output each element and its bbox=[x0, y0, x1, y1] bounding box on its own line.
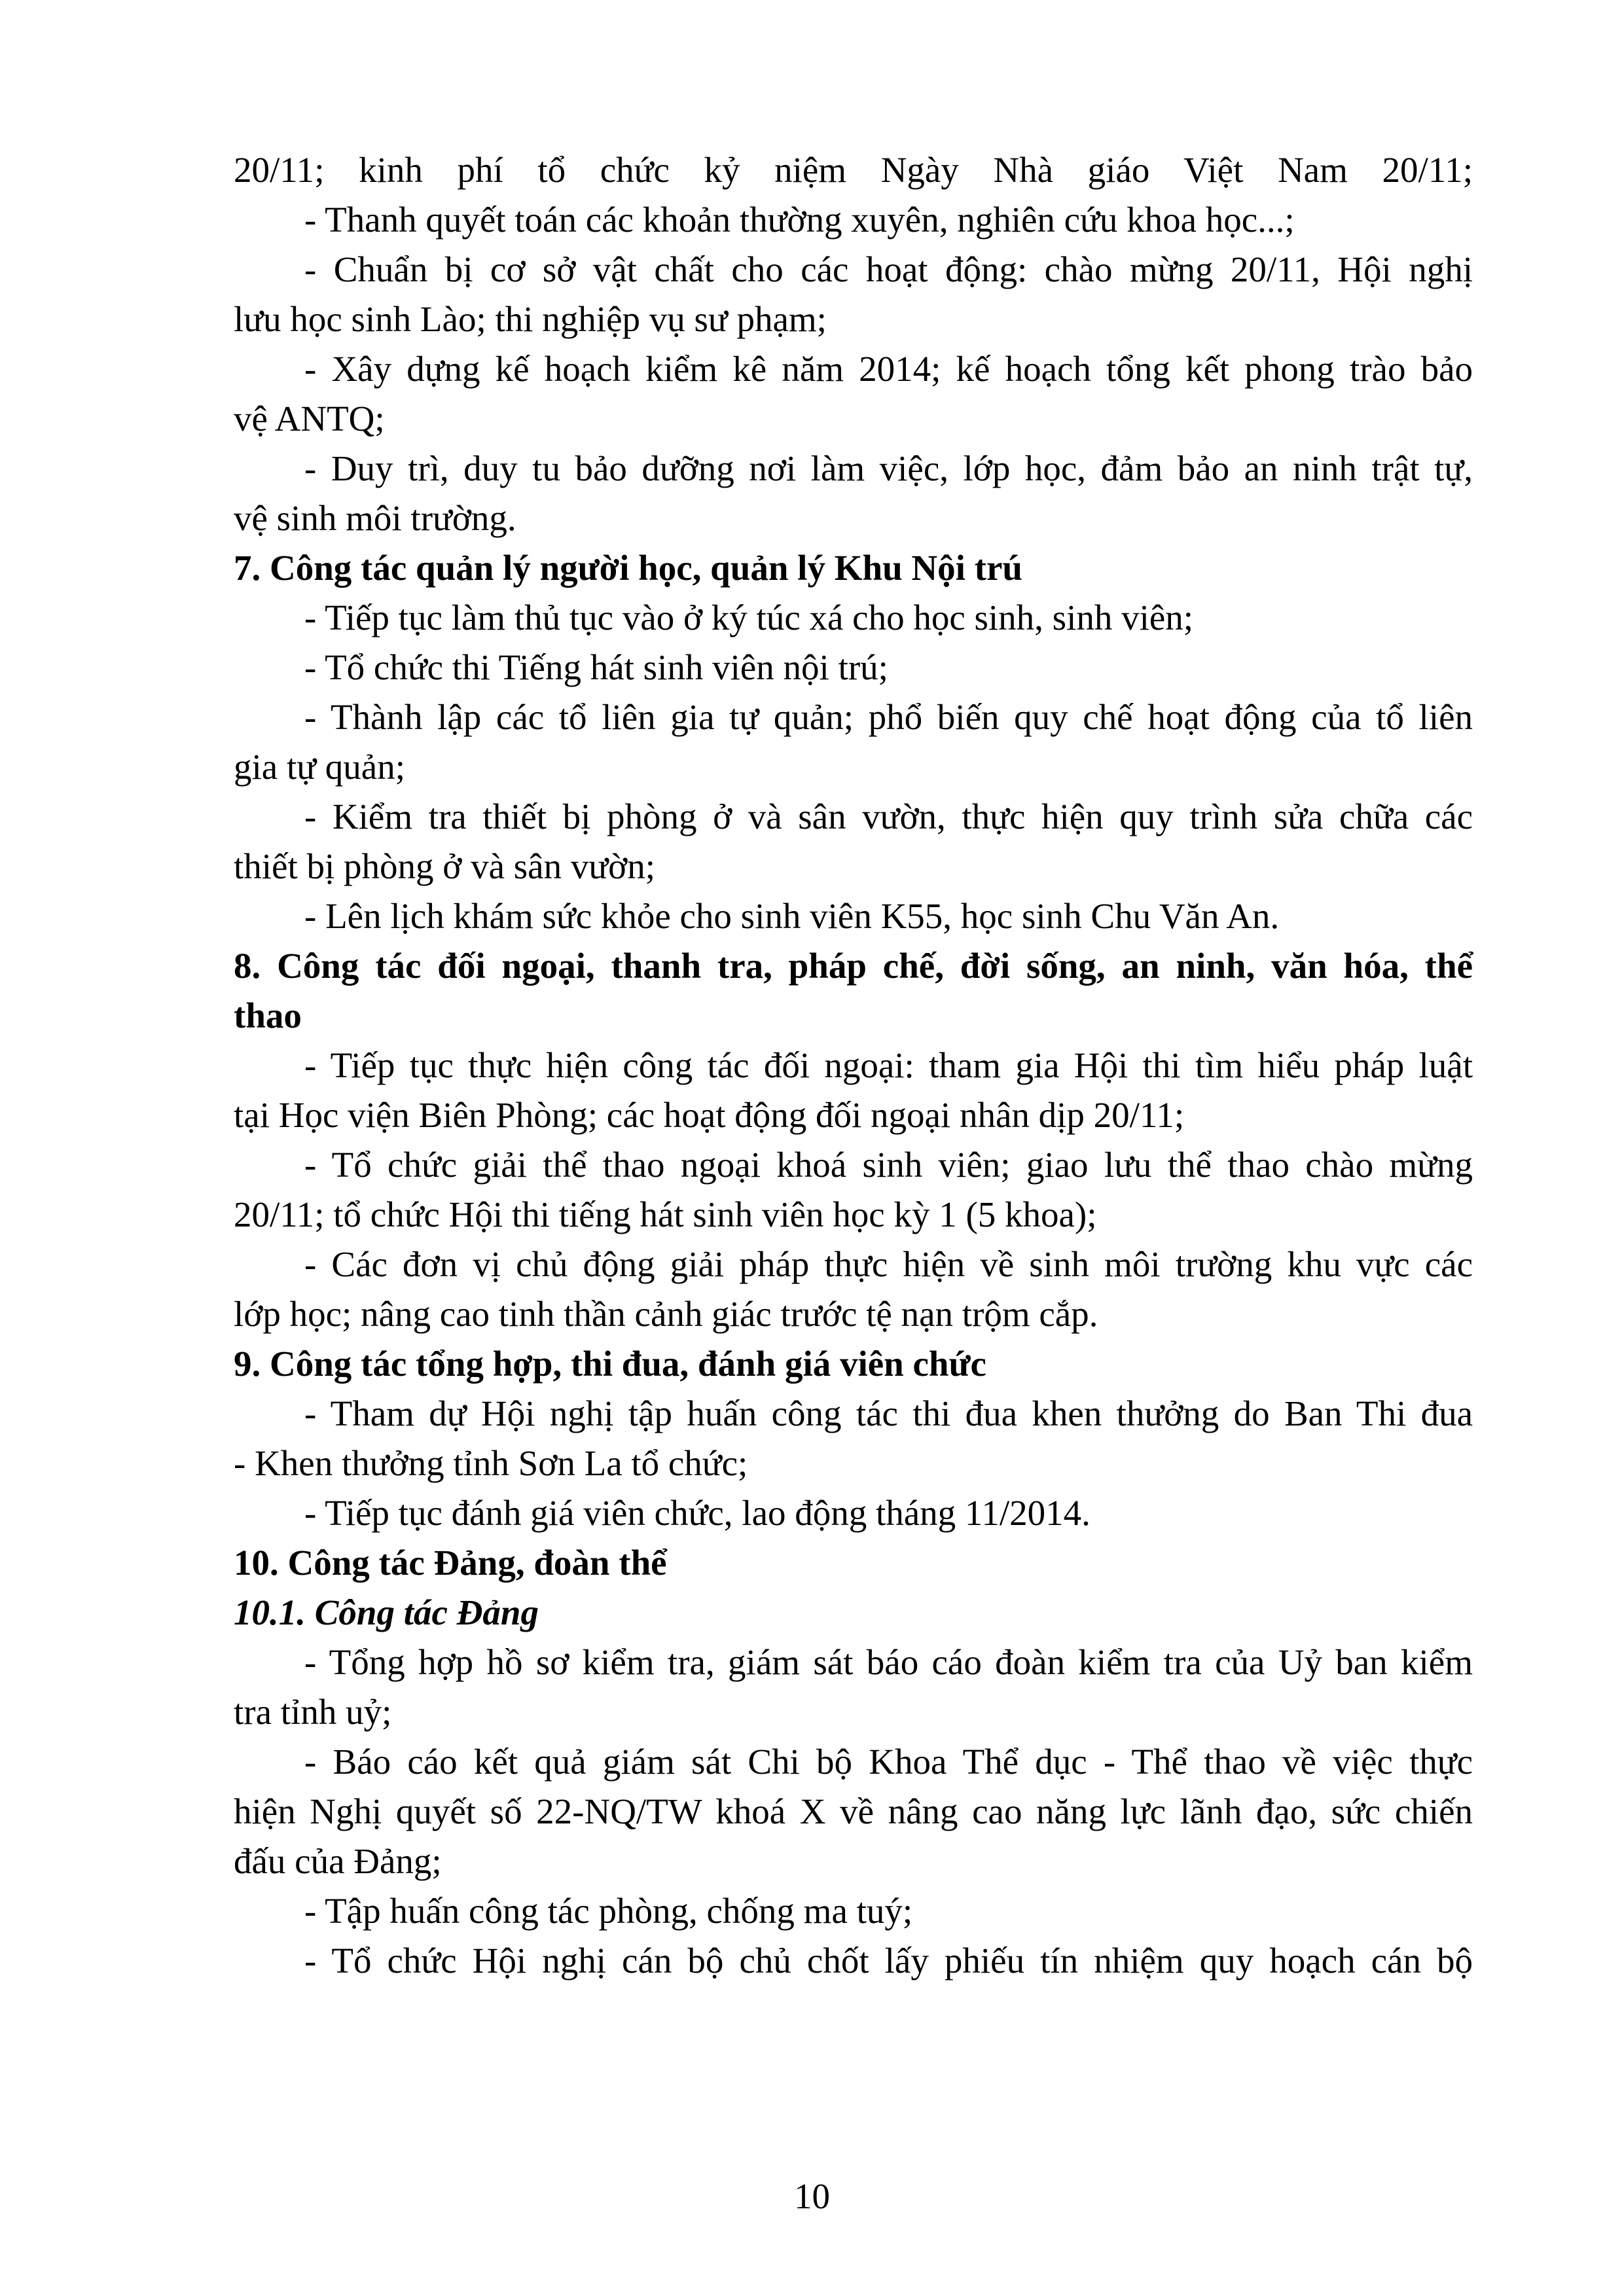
text-line: - Tổ chức thi Tiếng hát sinh viên nội trú; bbox=[304, 647, 888, 687]
text-line: lưu học sinh Lào; thi nghiệp vụ sư phạm; bbox=[234, 299, 827, 339]
text-line: - Khen thưởng tỉnh Sơn La tổ chức; bbox=[234, 1443, 748, 1483]
section-heading: 9. Công tác tổng hợp, thi đua, đánh giá viên chức bbox=[234, 1344, 986, 1384]
text-line: vệ ANTQ; bbox=[234, 399, 385, 439]
text-line: 20/11; tổ chức Hội thi tiếng hát sinh viên học kỳ 1 (5 khoa); bbox=[234, 1194, 1097, 1234]
text-line: - Tiếp tục thực hiện công tác đối ngoại: tham gia Hội thi tìm hiểu pháp luật bbox=[304, 1045, 1473, 1085]
section-heading: 8. Công tác đối ngoại, thanh tra, pháp chế, đời sống, an ninh, văn hóa, thể bbox=[234, 946, 1473, 986]
text-line: - Báo cáo kết quả giám sát Chi bộ Khoa Thể dục - Thể thao về việc thực bbox=[304, 1742, 1473, 1782]
text-line: - Lên lịch khám sức khỏe cho sinh viên K55, học sinh Chu Văn An. bbox=[304, 896, 1280, 936]
text-line: gia tự quản; bbox=[234, 747, 405, 787]
text-line: - Tiếp tục làm thủ tục vào ở ký túc xá cho học sinh, sinh viên; bbox=[304, 598, 1194, 637]
text-line: - Xây dựng kế hoạch kiểm kê năm 2014; kế hoạch tổng kết phong trào bảo bbox=[304, 349, 1473, 389]
text-line: - Tổ chức giải thể thao ngoại khoá sinh viên; giao lưu thể thao chào mừng bbox=[304, 1145, 1473, 1185]
text-line: tại Học viện Biên Phòng; các hoạt động đối ngoại nhân dịp 20/11; bbox=[234, 1095, 1185, 1135]
text-line: - Tổ chức Hội nghị cán bộ chủ chốt lấy phiếu tín nhiệm quy hoạch cán bộ bbox=[304, 1941, 1473, 1981]
subsection-heading: 10.1. Công tác Đảng bbox=[234, 1592, 539, 1632]
text-line: - Tập huấn công tác phòng, chống ma tuý; bbox=[304, 1891, 913, 1931]
text-line: - Thành lập các tổ liên gia tự quản; phổ biến quy chế hoạt động của tổ liên bbox=[304, 697, 1473, 737]
text-line: - Thanh quyết toán các khoản thường xuyên, nghiên cứu khoa học...; bbox=[304, 200, 1295, 240]
section-heading: thao bbox=[234, 996, 302, 1035]
text-line: - Chuẩn bị cơ sở vật chất cho các hoạt động: chào mừng 20/11, Hội nghị bbox=[304, 249, 1473, 289]
text-line: - Tiếp tục đánh giá viên chức, lao động tháng 11/2014. bbox=[304, 1493, 1091, 1533]
text-line: thiết bị phòng ở và sân vườn; bbox=[234, 846, 656, 886]
text-line: 20/11; kinh phí tổ chức kỷ niệm Ngày Nhà giáo Việt Nam 20/11; bbox=[234, 150, 1473, 190]
text-line: lớp học; nâng cao tinh thần cảnh giác trước tệ nạn trộm cắp. bbox=[234, 1294, 1098, 1334]
section-heading: 7. Công tác quản lý người học, quản lý Khu Nội trú bbox=[234, 548, 1022, 588]
text-line: - Tổng hợp hồ sơ kiểm tra, giám sát báo cáo đoàn kiểm tra của Uỷ ban kiểm bbox=[304, 1642, 1473, 1682]
document-page bbox=[234, 145, 1473, 1986]
page-number: 10 bbox=[794, 2176, 830, 2216]
text-line: - Duy trì, duy tu bảo dưỡng nơi làm việc, lớp học, đảm bảo an ninh trật tự, bbox=[304, 448, 1473, 488]
text-line: vệ sinh môi trường. bbox=[234, 498, 516, 538]
text-line: đấu của Đảng; bbox=[234, 1841, 442, 1881]
text-line: - Các đơn vị chủ động giải pháp thực hiện về sinh môi trường khu vực các bbox=[304, 1244, 1473, 1284]
text-line: tra tỉnh uỷ; bbox=[234, 1692, 392, 1732]
section-heading: 10. Công tác Đảng, đoàn thể bbox=[234, 1543, 667, 1583]
text-line: - Tham dự Hội nghị tập huấn công tác thi đua khen thưởng do Ban Thi đua bbox=[304, 1393, 1473, 1433]
text-line: - Kiểm tra thiết bị phòng ở và sân vườn, thực hiện quy trình sửa chữa các bbox=[304, 797, 1473, 836]
text-line: hiện Nghị quyết số 22-NQ/TW khoá X về nâng cao năng lực lãnh đạo, sức chiến bbox=[234, 1791, 1473, 1831]
